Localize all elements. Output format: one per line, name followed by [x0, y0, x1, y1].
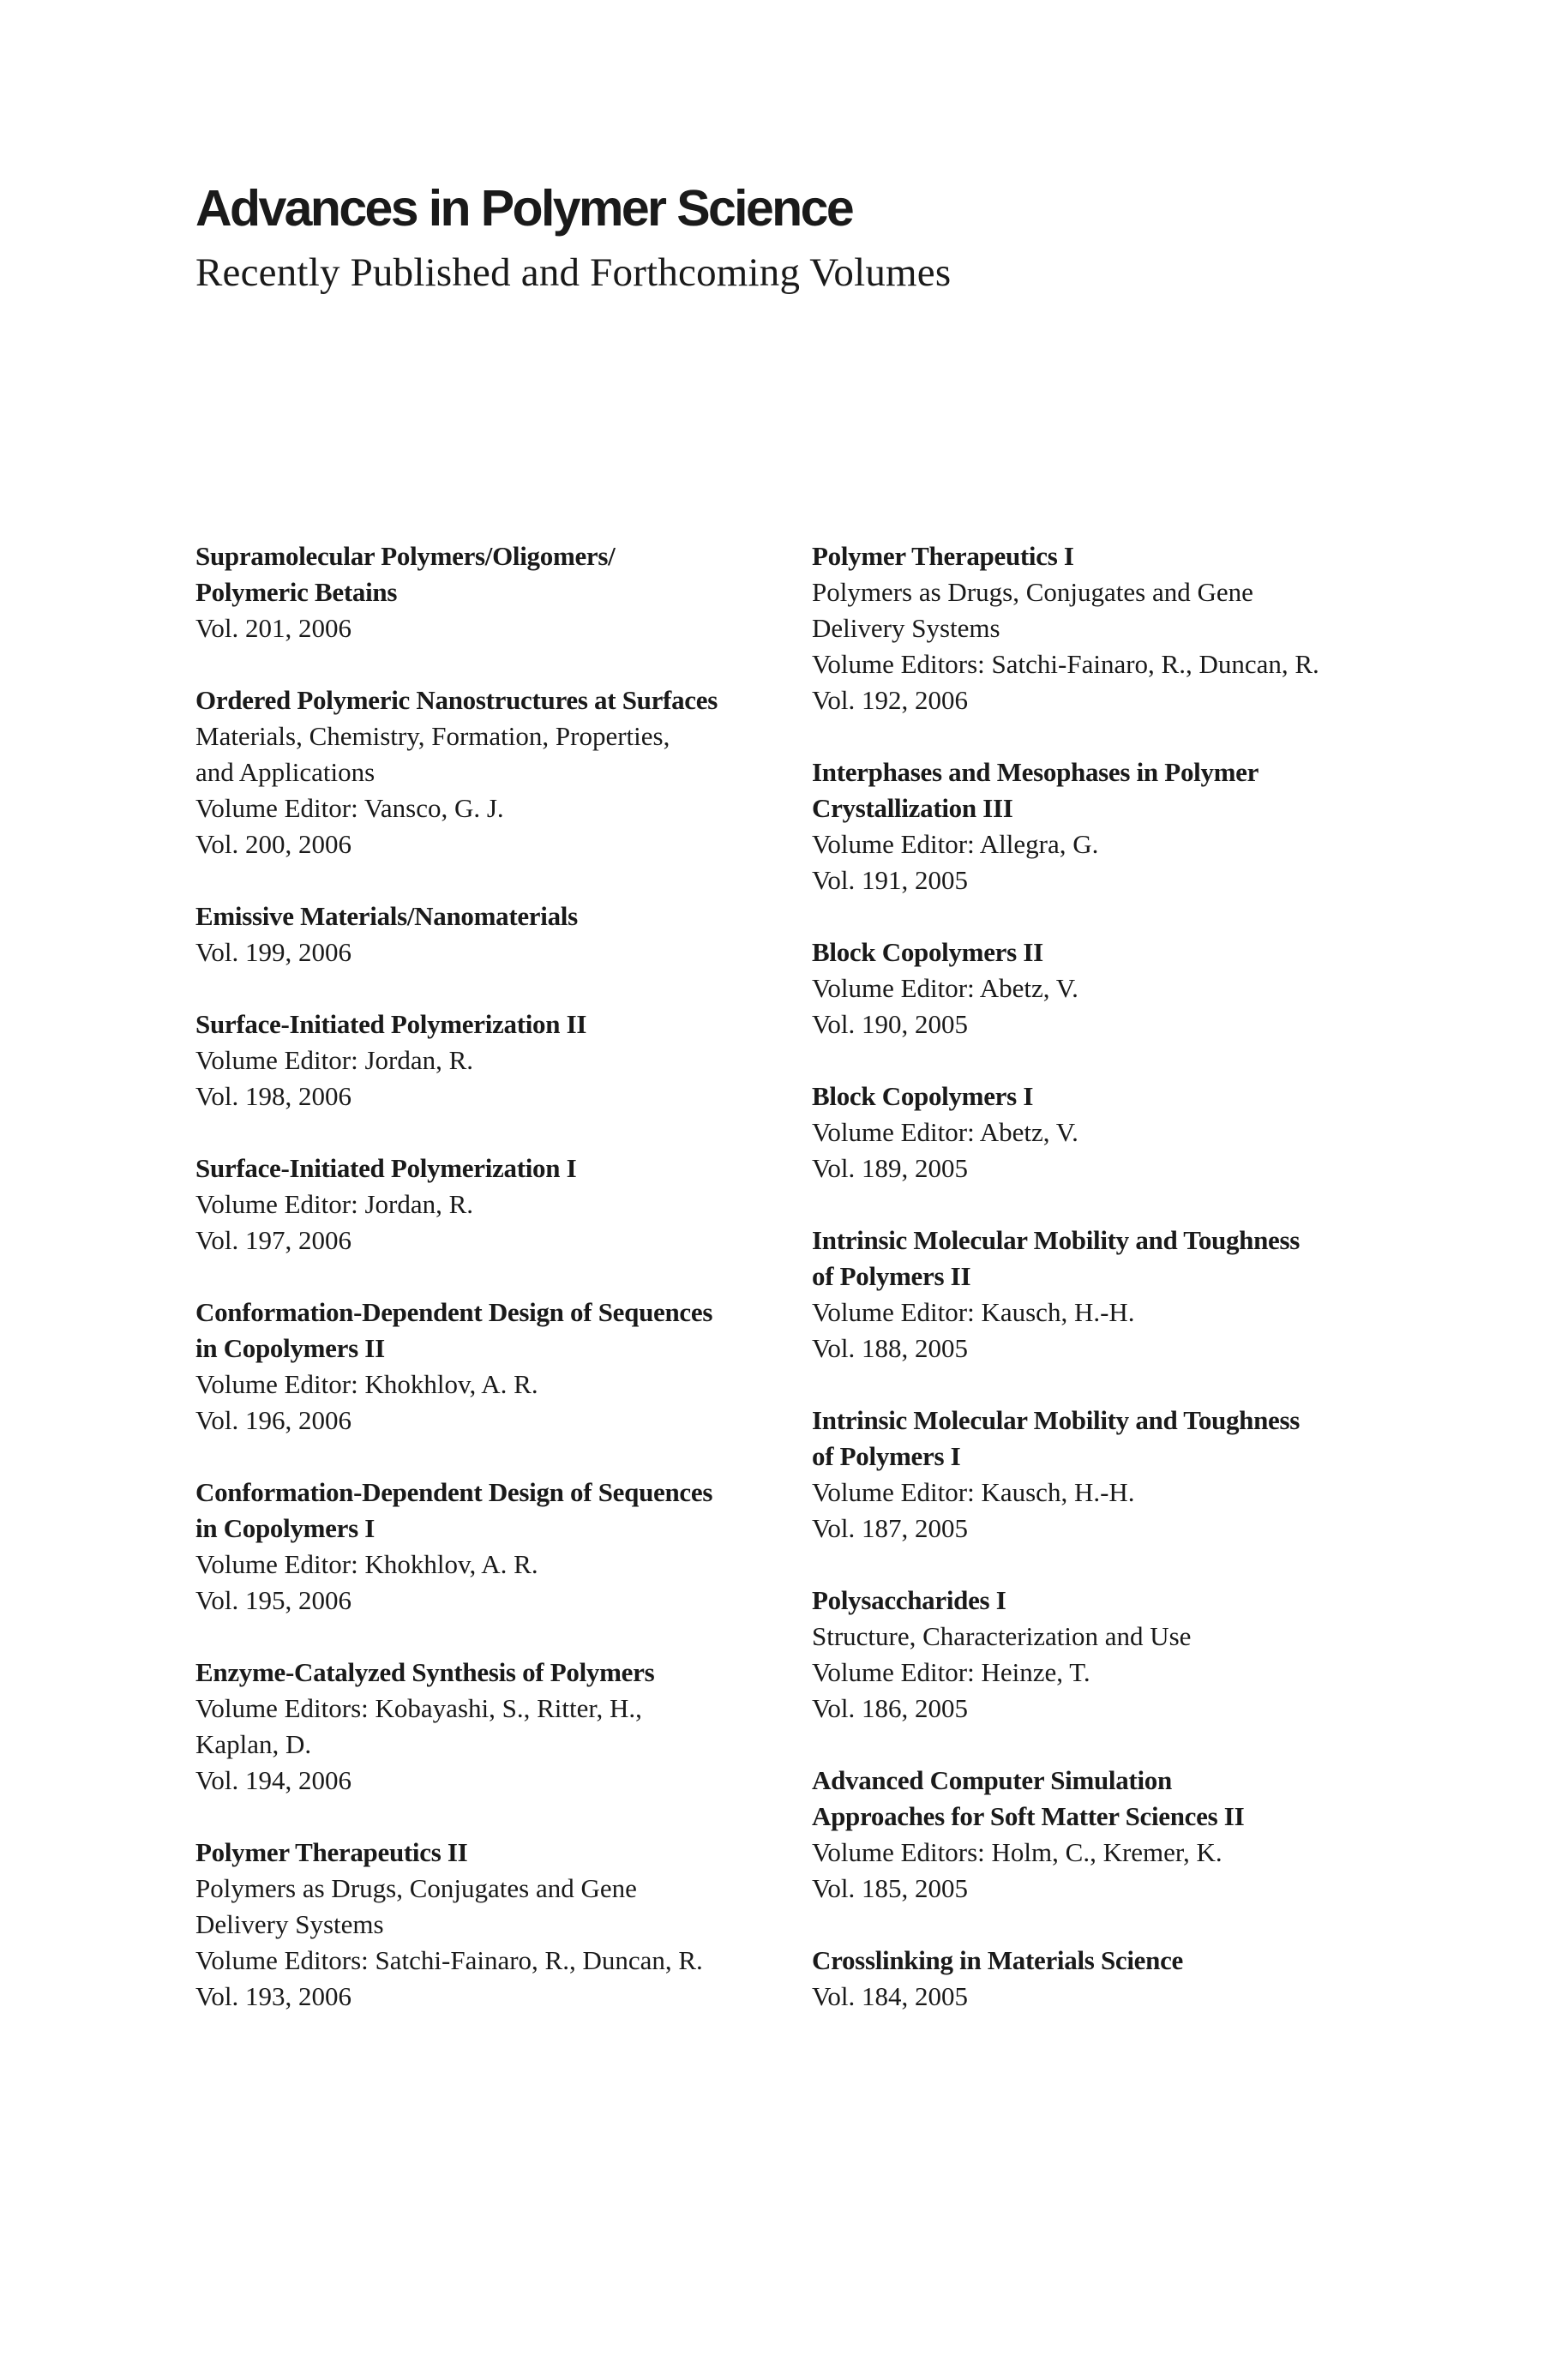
- volume-title-line: Block Copolymers II: [812, 937, 1043, 967]
- volume-entry: [195, 1150, 778, 1259]
- volume-detail-line: Vol. 198, 2006: [195, 1081, 352, 1111]
- volume-detail-line: Volume Editors: Kobayashi, S., Ritter, H.,: [195, 1693, 642, 1723]
- volume-detail-line: Polymers as Drugs, Conjugates and Gene: [812, 577, 1253, 607]
- volume-detail-line: Delivery Systems: [195, 1909, 384, 1939]
- volume-detail-line: Volume Editor: Abetz, V.: [812, 973, 1078, 1003]
- volume-entry: [195, 1006, 778, 1114]
- volume-detail-line: Delivery Systems: [812, 613, 1000, 643]
- volume-title-line: Ordered Polymeric Nanostructures at Surfaces: [195, 685, 718, 715]
- series-title: Advances in Polymer Science: [195, 180, 853, 237]
- volume-detail-line: Vol. 201, 2006: [195, 613, 352, 643]
- volume-detail-line: Volume Editors: Holm, C., Kremer, K.: [812, 1837, 1223, 1867]
- volume-title-line: Advanced Computer Simulation: [812, 1765, 1172, 1795]
- volume-title-line: in Copolymers II: [195, 1333, 385, 1363]
- volume-entry: [195, 538, 778, 646]
- volume-detail-line: Vol. 191, 2005: [812, 865, 969, 895]
- volume-detail-line: Volume Editor: Khokhlov, A. R.: [195, 1369, 538, 1399]
- volume-title-line: Enzyme-Catalyzed Synthesis of Polymers: [195, 1657, 655, 1687]
- volume-detail-line: Vol. 194, 2006: [195, 1765, 352, 1795]
- volume-detail-line: Materials, Chemistry, Formation, Properties,: [195, 721, 670, 751]
- volume-list-left-column: [195, 538, 778, 2015]
- volume-list-right-column: [812, 538, 1412, 2015]
- volume-entry: [812, 1078, 1412, 1186]
- volume-title-line: Intrinsic Molecular Mobility and Toughness: [812, 1225, 1301, 1255]
- volume-detail-line: Volume Editor: Abetz, V.: [812, 1117, 1078, 1147]
- page-header: [195, 180, 1396, 295]
- volume-detail-line: Vol. 187, 2005: [812, 1513, 969, 1543]
- volume-entry: [195, 1475, 778, 1619]
- volume-detail-line: Volume Editor: Jordan, R.: [195, 1045, 474, 1075]
- volume-detail-line: Vol. 200, 2006: [195, 829, 352, 859]
- volume-entry: [812, 934, 1412, 1042]
- volume-title-line: Surface-Initiated Polymerization II: [195, 1009, 587, 1039]
- volume-detail-line: Vol. 185, 2005: [812, 1873, 969, 1903]
- volume-title-line: of Polymers II: [812, 1261, 971, 1291]
- volume-entry: [195, 1835, 778, 2015]
- volume-entry: [812, 1943, 1412, 2015]
- volume-title-line: Supramolecular Polymers/Oligomers/: [195, 541, 616, 571]
- volume-title-line: Block Copolymers I: [812, 1081, 1034, 1111]
- volume-title-line: Crystallization III: [812, 793, 1013, 823]
- volume-entry: [812, 1403, 1412, 1547]
- volume-detail-line: Vol. 196, 2006: [195, 1405, 352, 1435]
- volume-detail-line: Volume Editor: Kausch, H.-H.: [812, 1297, 1135, 1327]
- volume-title-line: Interphases and Mesophases in Polymer: [812, 757, 1259, 787]
- volume-title-line: Polymer Therapeutics I: [812, 541, 1074, 571]
- volume-title-line: Conformation-Dependent Design of Sequences: [195, 1477, 713, 1507]
- volume-detail-line: Vol. 190, 2005: [812, 1009, 969, 1039]
- series-subtitle: Recently Published and Forthcoming Volumes: [195, 250, 952, 295]
- volume-detail-line: Volume Editor: Allegra, G.: [812, 829, 1099, 859]
- volume-entry: [812, 1583, 1412, 1727]
- volume-title-line: Intrinsic Molecular Mobility and Toughness: [812, 1405, 1301, 1435]
- volume-title-line: Surface-Initiated Polymerization I: [195, 1153, 577, 1183]
- volume-detail-line: Structure, Characterization and Use: [812, 1621, 1192, 1651]
- volume-detail-line: Vol. 193, 2006: [195, 1981, 352, 2011]
- volume-title-line: Polymeric Betains: [195, 577, 398, 607]
- volume-title-line: Approaches for Soft Matter Sciences II: [812, 1801, 1245, 1831]
- volume-detail-line: Vol. 188, 2005: [812, 1333, 969, 1363]
- volume-detail-line: Volume Editor: Jordan, R.: [195, 1189, 474, 1219]
- volume-title-line: Conformation-Dependent Design of Sequences: [195, 1297, 713, 1327]
- volume-detail-line: Vol. 186, 2005: [812, 1693, 969, 1723]
- volume-title-line: Crosslinking in Materials Science: [812, 1945, 1184, 1975]
- volume-entry: [812, 1763, 1412, 1907]
- volume-detail-line: Vol. 197, 2006: [195, 1225, 352, 1255]
- volume-entry: [812, 754, 1412, 898]
- volume-detail-line: Volume Editors: Satchi-Fainaro, R., Duncan, R.: [195, 1945, 703, 1975]
- volume-title-line: Emissive Materials/Nanomaterials: [195, 901, 578, 931]
- volume-detail-line: Volume Editor: Vansco, G. J.: [195, 793, 504, 823]
- volume-entry: [195, 682, 778, 862]
- volume-detail-line: Vol. 192, 2006: [812, 685, 969, 715]
- volume-detail-line: Polymers as Drugs, Conjugates and Gene: [195, 1873, 637, 1903]
- volume-detail-line: Volume Editor: Kausch, H.-H.: [812, 1477, 1135, 1507]
- volume-entry: [195, 1295, 778, 1439]
- volume-entry: [195, 1655, 778, 1799]
- volume-title-line: Polysaccharides I: [812, 1585, 1006, 1615]
- volume-title-line: Polymer Therapeutics II: [195, 1837, 468, 1867]
- volume-detail-line: Vol. 189, 2005: [812, 1153, 969, 1183]
- volume-detail-line: Vol. 184, 2005: [812, 1981, 969, 2011]
- volume-detail-line: Volume Editor: Heinze, T.: [812, 1657, 1090, 1687]
- volume-title-line: in Copolymers I: [195, 1513, 375, 1543]
- volume-entry: [195, 898, 778, 970]
- volume-detail-line: Vol. 195, 2006: [195, 1585, 352, 1615]
- volume-detail-line: Kaplan, D.: [195, 1729, 312, 1759]
- volume-detail-line: Vol. 199, 2006: [195, 937, 352, 967]
- volume-detail-line: Volume Editors: Satchi-Fainaro, R., Duncan, R.: [812, 649, 1319, 679]
- volume-detail-line: Volume Editor: Khokhlov, A. R.: [195, 1549, 538, 1579]
- volume-entry: [812, 1223, 1412, 1367]
- volume-detail-line: and Applications: [195, 757, 375, 787]
- volume-entry: [812, 538, 1412, 718]
- volume-title-line: of Polymers I: [812, 1441, 961, 1471]
